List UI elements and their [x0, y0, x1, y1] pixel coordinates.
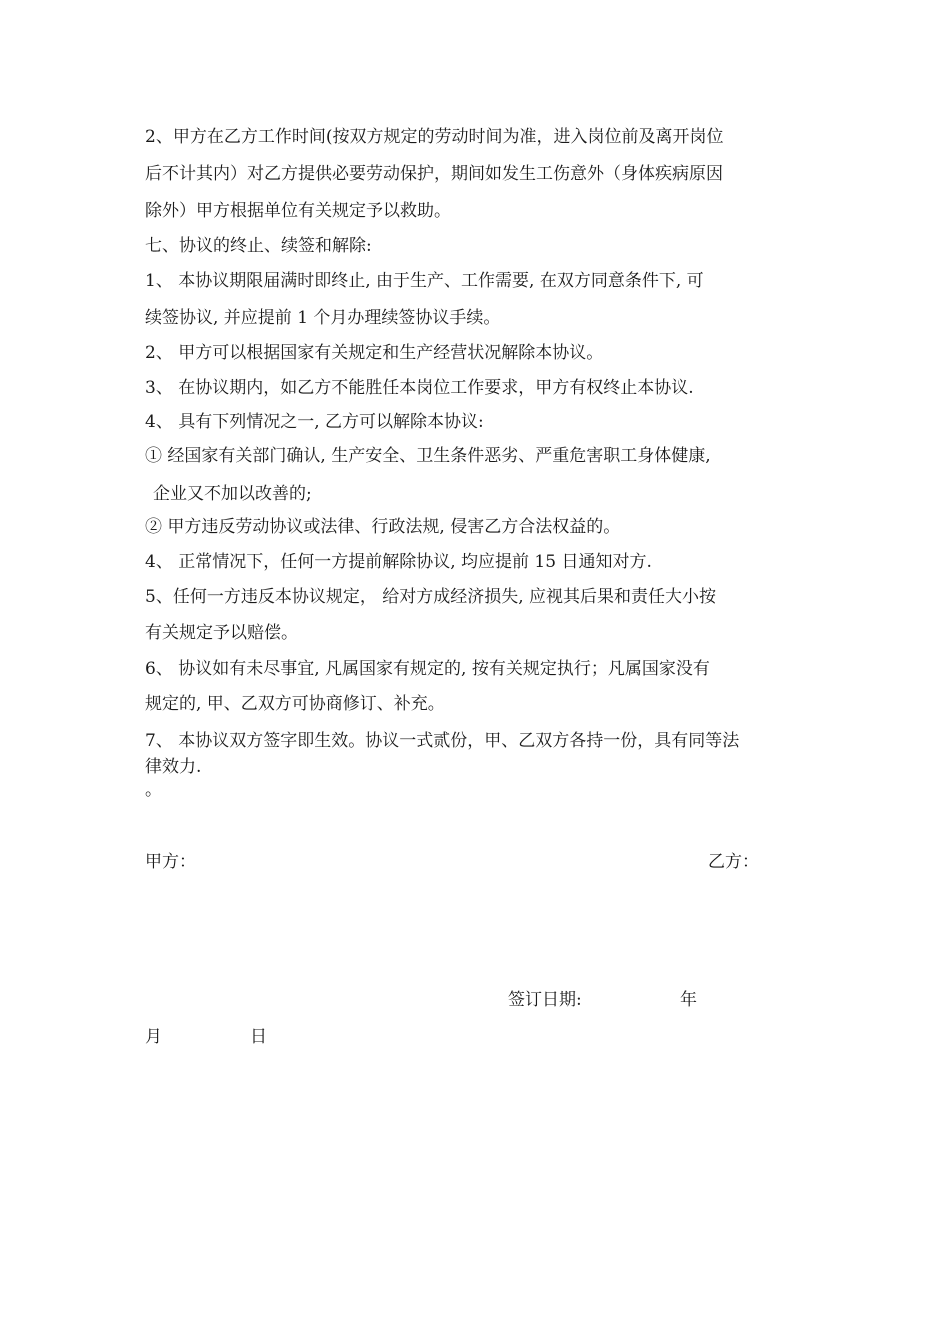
text-line: 4、 正常情况下，任何一方提前解除协议, 均应提前 15 日通知对方.: [145, 552, 652, 572]
text-line: 2、甲方在乙方工作时间(按双方规定的劳动时间为准，进入岗位前及离开岗位: [145, 127, 724, 147]
text-line: ② 甲方违反劳动协议或法律、行政法规, 侵害乙方合法权益的。: [145, 517, 621, 537]
text-line: 5、任何一方违反本协议规定， 给对方成经济损失, 应视其后果和责任大小按: [145, 587, 717, 607]
text-line: 有关规定予以赔偿。: [145, 623, 298, 643]
text-line: ① 经国家有关部门确认, 生产安全、卫生条件恶劣、严重危害职工身体健康,: [145, 446, 711, 466]
year-label: 年: [680, 990, 697, 1010]
sign-date-label: 签订日期:: [508, 990, 582, 1010]
text-line: 1、 本协议期限届满时即终止, 由于生产、工作需要, 在双方同意条件下, 可: [145, 271, 704, 291]
text-line: 企业又不加以改善的;: [153, 484, 312, 504]
month-label: 月: [145, 1027, 162, 1047]
text-line: 4、 具有下列情况之一, 乙方可以解除本协议:: [145, 412, 484, 432]
text-line: 规定的, 甲、乙双方可协商修订、补充。: [145, 694, 445, 714]
party-a-label: 甲方：: [145, 852, 196, 872]
text-line: 。: [145, 780, 162, 800]
text-line: 后不计其内）对乙方提供必要劳动保护，期间如发生工伤意外（身体疾病原因: [145, 164, 723, 184]
text-line: 续签协议, 并应提前 1 个月办理续签协议手续。: [145, 308, 501, 328]
text-line: 律效力.: [145, 757, 202, 777]
text-line: 2、 甲方可以根据国家有关规定和生产经营状况解除本协议。: [145, 343, 604, 363]
text-line: 6、 协议如有未尽事宜, 凡属国家有规定的, 按有关规定执行；凡属国家没有: [145, 659, 710, 679]
text-line: 除外）甲方根据单位有关规定予以救助。: [145, 201, 451, 221]
day-label: 日: [250, 1027, 267, 1047]
party-b-label: 乙方：: [708, 852, 759, 872]
text-line: 3、 在协议期内，如乙方不能胜任本岗位工作要求，甲方有权终止本协议.: [145, 378, 694, 398]
section-heading: 七、协议的终止、续签和解除:: [145, 236, 372, 256]
text-line: 7、 本协议双方签字即生效。协议一式贰份，甲、乙双方各持一份，具有同等法: [145, 731, 740, 751]
